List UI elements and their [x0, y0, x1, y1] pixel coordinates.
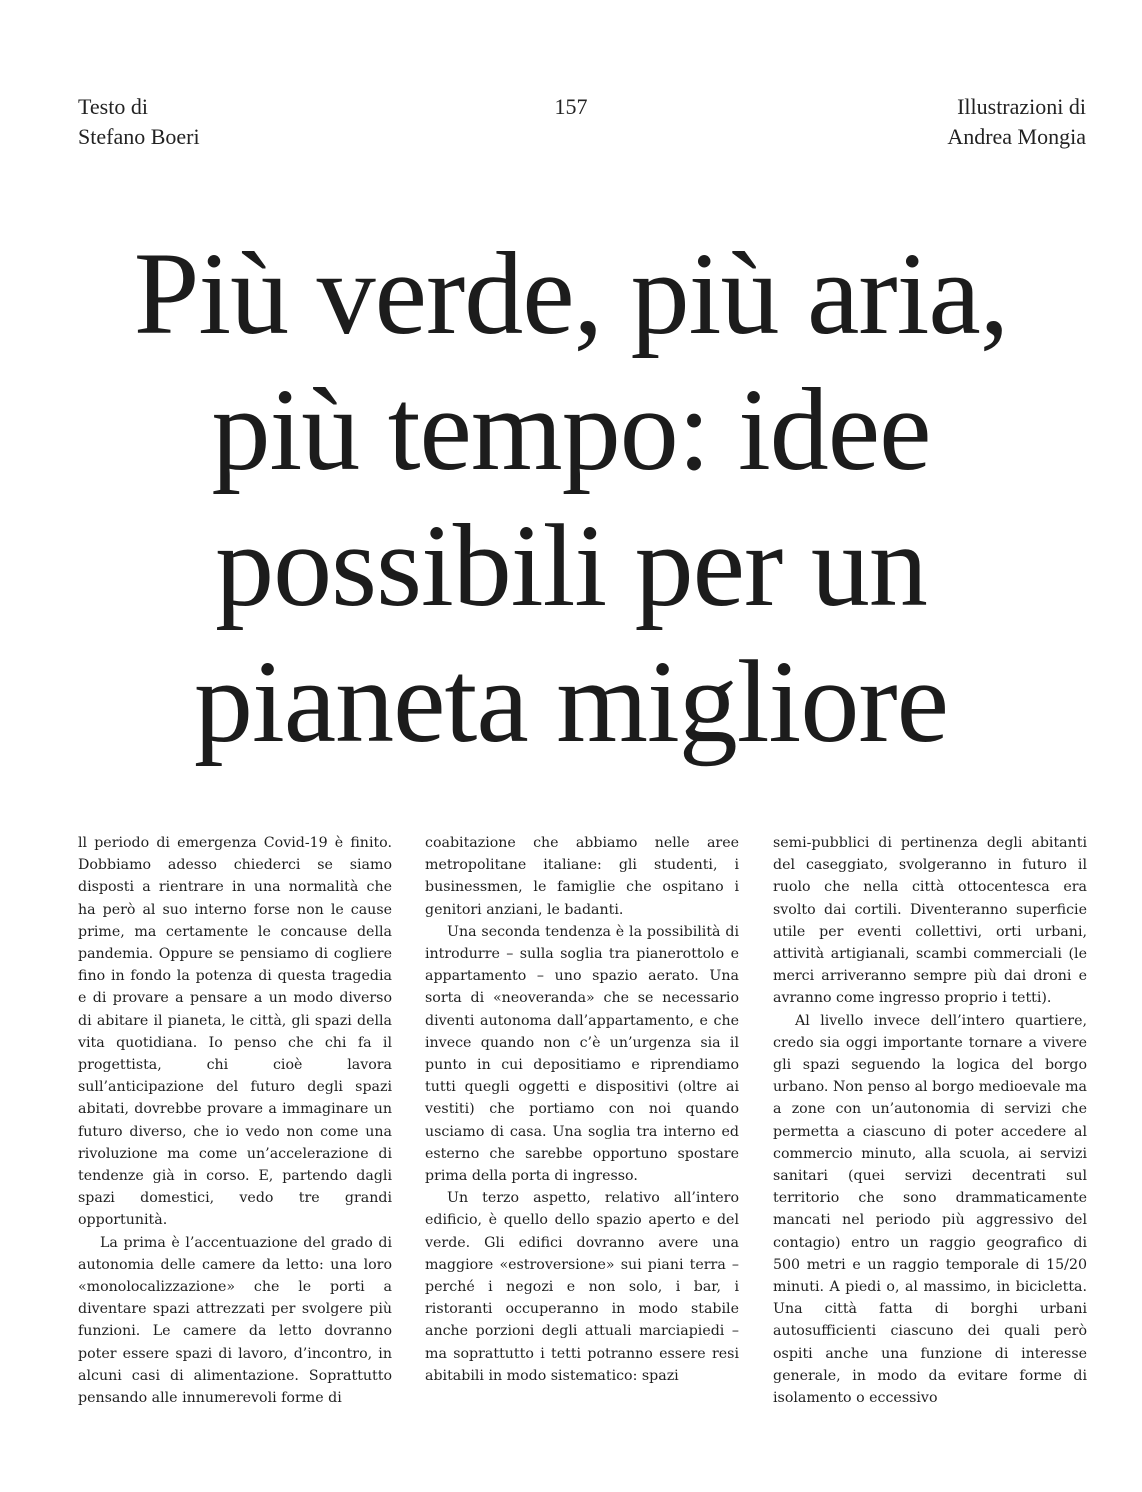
article-title	[40, 226, 1102, 770]
paragraph: semi-pubblici di pertinenza degli abitanti del caseggiato, svolgeranno in futuro il ruolo che nella città ottocentesca era svolto dai cortili. Diventeranno superficie utile per eventi collettivi, orti urbani, attività artigianali, scambi commerciali (le merci arriveranno sempre più dai droni e avranno come ingresso proprio i tetti).	[773, 835, 1087, 1007]
title-line: più tempo: idee	[211, 364, 931, 495]
paragraph: Un terzo aspetto, relativo all’intero edificio, è quello dello spazio aperto e del verde. Gli edifici dovranno avere una maggiore «estroversione» sui piani terra – perché i negozi e non solo, i bar, i ristoranti occuperanno in modo stabile anche porzioni degli attuali marciapiedi – ma soprattutto i tetti potranno essere resi abitabili in modo sistematico: spazi	[425, 1190, 739, 1384]
title-line: pianeta migliore	[194, 636, 948, 767]
paragraph: La prima è l’accentuazione del grado di autonomia delle camere da letto: una loro «monolocalizzazione» che le porti a diventare spazi attrezzati per svolgere più funzioni. Le camere da letto dovranno poter essere spazi di lavoro, d’incontro, in alcuni casi di alimentazione. Soprattutto pensando alle innumerevoli forme di	[78, 1234, 392, 1407]
author-label: Testo di	[78, 94, 148, 119]
illustrator-name: Andrea Mongia	[947, 124, 1086, 149]
text-column-3	[773, 832, 1087, 1409]
page-header	[0, 92, 1142, 162]
title-line: possibili per un	[215, 500, 927, 631]
paragraph: Una seconda tendenza è la possibilità di introdurre – sulla soglia tra pianerottolo e appartamento – uno spazio aerato. Una sorta di «neoveranda» che se necessario diventi autonoma dall’appartamento, e che invece quando non c’è un’urgenza sia il punto in cui depositiamo e riprendiamo tutti quegli oggetti e dispositivi (oltre ai vestiti) che portiamo con noi quando usciamo di casa. Una soglia tra interno ed esterno che sarebbe opportuno spostare prima della porta di ingresso.	[425, 923, 739, 1185]
article-body	[78, 832, 1088, 1472]
illustrator-credit	[947, 92, 1086, 152]
page-number: 157	[554, 94, 588, 119]
text-column-2	[425, 832, 739, 1387]
paragraph: coabitazione che abbiamo nelle aree metropolitane italiane: gli studenti, i businessmen, le famiglie che ospitano i genitori anziani, le badanti.	[425, 835, 739, 918]
paragraph: ll periodo di emergenza Covid-19 è finito. Dobbiamo adesso chiederci se siamo disposti a rientrare in una normalità che ha però al suo interno forse non le cause prime, ma certamente le concause della pandemia. Oppure se pensiamo di cogliere fino in fondo la potenza di questa tragedia e di provare a pensare a un modo diverso di abitare il pianeta, le città, gli spazi della vita quotidiana. Io penso che chi fa il progettista, chi cioè lavora sull’anticipazione del futuro degli spazi abitati, dovrebbe provare a immaginare un futuro diverso, che io vedo non come una rivoluzione ma come un’accelerazione di tendenze già in corso. E, partendo dagli spazi domestici, vedo tre grandi opportunità.	[78, 835, 392, 1229]
title-line: Più verde, più aria,	[133, 228, 1009, 359]
paragraph: Al livello invece dell’intero quartiere, credo sia oggi importante tornare a vivere gli spazi seguendo la logica del borgo urbano. Non penso al borgo medioevale ma a zone con un’autonomia di servizi che permetta a ciascuno di poter accedere al commercio minuto, alla scuola, ai servizi sanitari (quei servizi decentrati sul territorio che sono drammaticamente mancati nel periodo più aggressivo del contagio) entro un raggio geografico di 500 metri e un raggio temporale di 15/20 minuti. A piedi o, al massimo, in bicicletta. Una città fatta di borghi urbani autosufficienti ciascuno dei quali però ospiti anche una funzione di interesse generale, in modo da evitare forme di isolamento o eccessivo	[773, 1012, 1087, 1407]
author-name: Stefano Boeri	[78, 124, 200, 149]
text-column-1	[78, 832, 392, 1409]
illustrator-label: Illustrazioni di	[957, 94, 1086, 119]
